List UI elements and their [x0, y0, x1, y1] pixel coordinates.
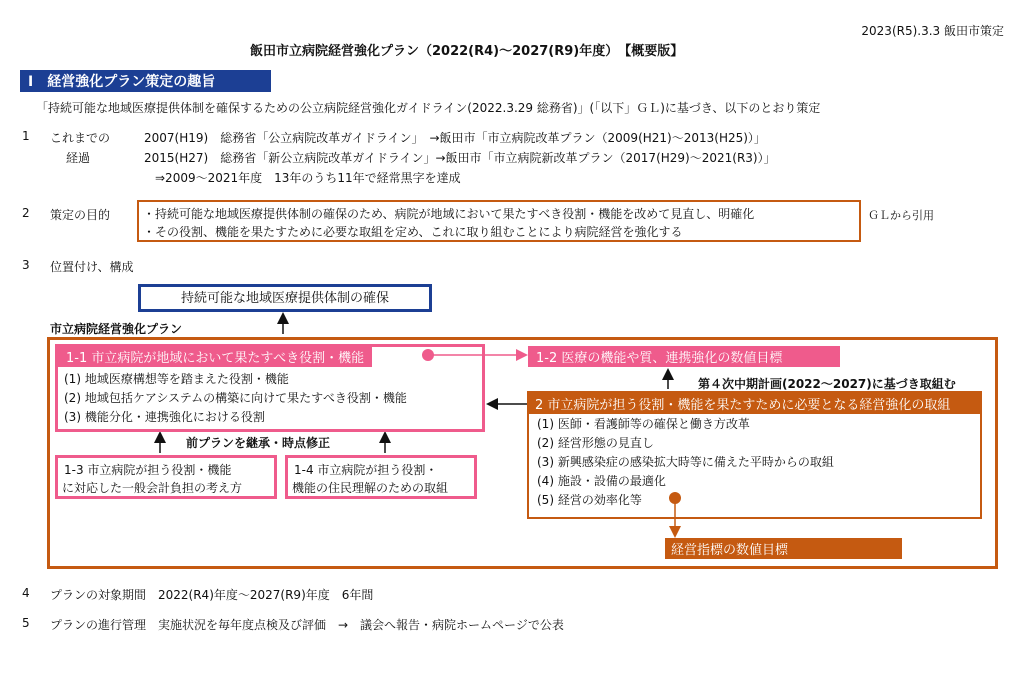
box-1-1-item-1: (1) 地域医療構想等を踏まえた役割・機能: [64, 372, 289, 386]
box-2-item-1: (1) 医師・看護師等の確保と働き方改革: [537, 417, 750, 431]
history-line-1: 2007(H19) 総務省「公立病院改革ガイドライン」 →飯田市「市立病院改革プラン（2009(H21)～2013(H25)）」: [144, 131, 766, 145]
period-text: プランの対象期間 2022(R4)年度～2027(R9)年度 6年間: [50, 588, 374, 602]
box-2-item-5: (5) 経営の効率化等: [537, 493, 642, 507]
item3-label: 位置付け、構成: [50, 260, 134, 274]
purpose-line-2: ・その役割、機能を果たすために必要な取組を定め、これに取り組むことにより病院経営を強化する: [143, 225, 683, 239]
kpi-box: 経営指標の数値目標: [665, 538, 902, 559]
box-2-item-3: (3) 新興感染症の感染拡大時等に備えた平時からの取組: [537, 455, 834, 469]
box-1-1-item-3: (3) 機能分化・連携強化における役割: [64, 410, 265, 424]
history-line-2: 2015(H27) 総務省「新公立病院改革ガイドライン」→飯田市「市立病院新改革プラン（2017(H29)～2021(R3)）」: [144, 151, 776, 165]
item2-label: 策定の目的: [50, 208, 111, 222]
item2-number: 2: [22, 206, 30, 220]
item4-number: 4: [22, 586, 30, 600]
section-heading: Ⅰ 経営強化プラン策定の趣旨: [20, 70, 271, 92]
item1-label-2: 経過: [66, 151, 91, 165]
midterm-label: 第４次中期計画(2022～2027)に基づき取組む: [698, 377, 956, 391]
plan-label: 市立病院経営強化プラン: [50, 322, 183, 336]
box-1-4-line-2: 機能の住民理解のための取組: [292, 481, 449, 495]
box-1-1-title: 1-1 市立病院が地域において果たすべき役割・機能: [58, 346, 372, 367]
box-2-title: 2 市立病院が担う役割・機能を果たすために必要となる経営強化の取組: [529, 393, 980, 414]
date-text: 2023(R5).3.3 飯田市策定: [861, 24, 1004, 38]
goal-text: 持続可能な地域医療提供体制の確保: [180, 291, 389, 306]
pink-dot-icon: [422, 349, 434, 361]
item3-number: 3: [22, 258, 30, 272]
box-1-3: [55, 455, 277, 499]
box-1-4: [285, 455, 477, 499]
box-1-3-line-2: に対応した一般会計負担の考え方: [62, 481, 243, 495]
gl-note: ＧＬから引用: [868, 209, 934, 222]
box-1-2: 1-2 医療の機能や質、連携強化の数値目標: [528, 346, 840, 367]
history-result: ⇒2009～2021年度 13年のうち11年で経常黒字を達成: [155, 171, 461, 185]
progress-text: プランの進行管理 実施状況を毎年度点検及び評価 → 議会へ報告・病院ホームページで公表: [50, 618, 564, 632]
item1-number: 1: [22, 129, 30, 143]
purpose-line-1: ・持続可能な地域医療提供体制の確保のため、病院が地域において果たすべき役割・機能を改めて見直し、明確化: [143, 207, 755, 221]
box-1-1-item-2: (2) 地域包括ケアシステムの構築に向けて果たすべき役割・機能: [64, 391, 407, 405]
box-1-4-line-1: 1-4 市立病院が担う役割・: [294, 463, 438, 477]
inherit-label: 前プランを継承・時点修正: [186, 436, 331, 450]
box-1-3-line-1: 1-3 市立病院が担う役割・機能: [64, 463, 232, 477]
item5-number: 5: [22, 616, 30, 630]
orange-dot-icon: [669, 492, 681, 504]
box-2-item-4: (4) 施設・設備の最適化: [537, 474, 666, 488]
page-title: 飯田市立病院経営強化プラン（2022(R4)～2027(R9)年度） 【概要版】: [250, 44, 684, 59]
intro-text: 「持続可能な地域医療提供体制を確保するための公立病院経営強化ガイドライン(2022.3.29 総務省)」(「以下」ＧＬ)に基づき、以下のとおり策定: [36, 101, 821, 115]
item1-label: これまでの: [50, 131, 111, 145]
box-2-item-2: (2) 経営形態の見直し: [537, 436, 654, 450]
